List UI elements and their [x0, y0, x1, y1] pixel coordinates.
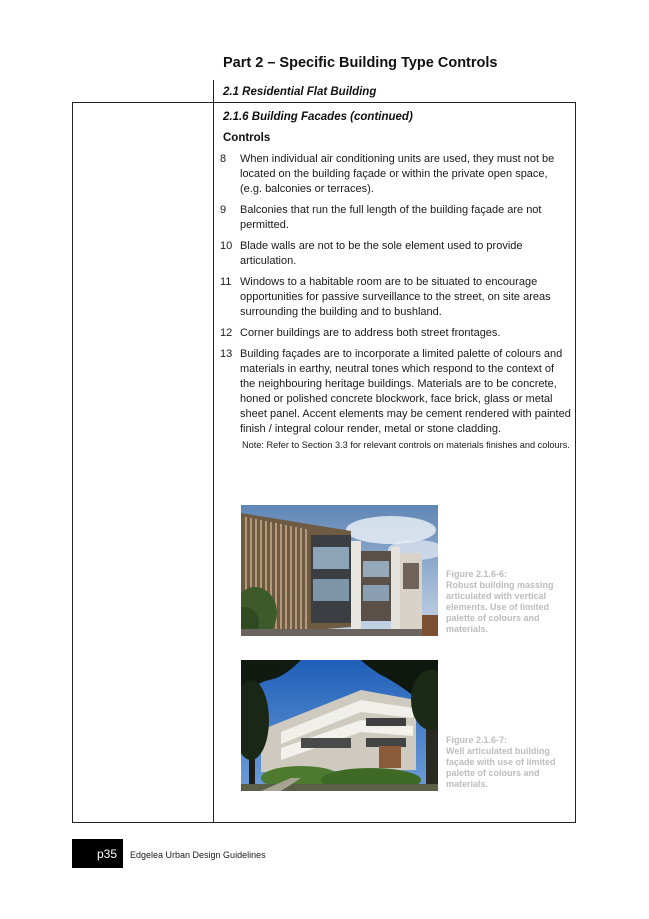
column-divider-top: [213, 80, 214, 102]
control-number: 11: [220, 276, 232, 288]
control-item: [220, 239, 572, 269]
figure-caption: [446, 735, 571, 790]
figure-caption: [446, 569, 571, 635]
figure-label: Figure 2.1.6-7:: [446, 735, 508, 745]
control-text: Blade walls are not to be the sole element used to provide articulation.: [240, 240, 523, 267]
control-item: [220, 275, 572, 320]
figure-caption-text: Robust building massing articulated with vertical elements. Use of limited palette of colours and materials.: [446, 580, 554, 634]
note: Note: Refer to Section 3.3 for relevant controls on materials finishes and colours.: [242, 440, 570, 450]
controls-list: [220, 152, 572, 443]
control-text: Building façades are to incorporate a limited palette of colours and materials in earthy, neutral tones which respond to the context of the neighbouring heritage buildings. Materials are to be concrete, honed or polished concrete blockwork, face brick, glass or metal sheet panel. Accent elements may be cement rendered with painted finish / integral colour render, metal or stone cladding.: [240, 348, 571, 435]
control-number: 10: [220, 240, 233, 252]
control-number: 12: [220, 327, 233, 339]
controls-heading: Controls: [223, 132, 271, 144]
control-number: 13: [220, 348, 233, 360]
figure-caption-text: Well articulated building façade with use of limited palette of colours and materials.: [446, 746, 556, 789]
control-text: Balconies that run the full length of the building façade are not permitted.: [240, 204, 542, 231]
building-photo-1: [241, 505, 438, 636]
page-number: p35: [96, 846, 117, 861]
subsection-title: 2.1.6 Building Facades (continued): [223, 111, 413, 123]
control-text: Windows to a habitable room are to be situated to encourage opportunities for passive surveillance to the street, on site areas surrounding the building and to bushland.: [240, 276, 551, 318]
control-item: [220, 347, 572, 437]
page-number-box: [72, 839, 123, 868]
control-item: [220, 152, 572, 197]
control-item: [220, 326, 572, 341]
section-title: 2.1 Residential Flat Building: [223, 86, 377, 98]
figure-label: Figure 2.1.6-6:: [446, 569, 508, 579]
control-item: [220, 203, 572, 233]
page-title: Part 2 – Specific Building Type Controls: [223, 55, 498, 71]
building-photo-2: [241, 660, 438, 791]
column-divider: [213, 102, 214, 823]
control-number: 8: [220, 153, 227, 165]
document-title: Edgelea Urban Design Guidelines: [130, 850, 266, 860]
control-text: Corner buildings are to address both street frontages.: [240, 327, 501, 339]
control-number: 9: [220, 204, 227, 216]
control-text: When individual air conditioning units are used, they must not be located on the building façade or within the private open space, (e.g. balconies or terraces).: [240, 153, 555, 195]
